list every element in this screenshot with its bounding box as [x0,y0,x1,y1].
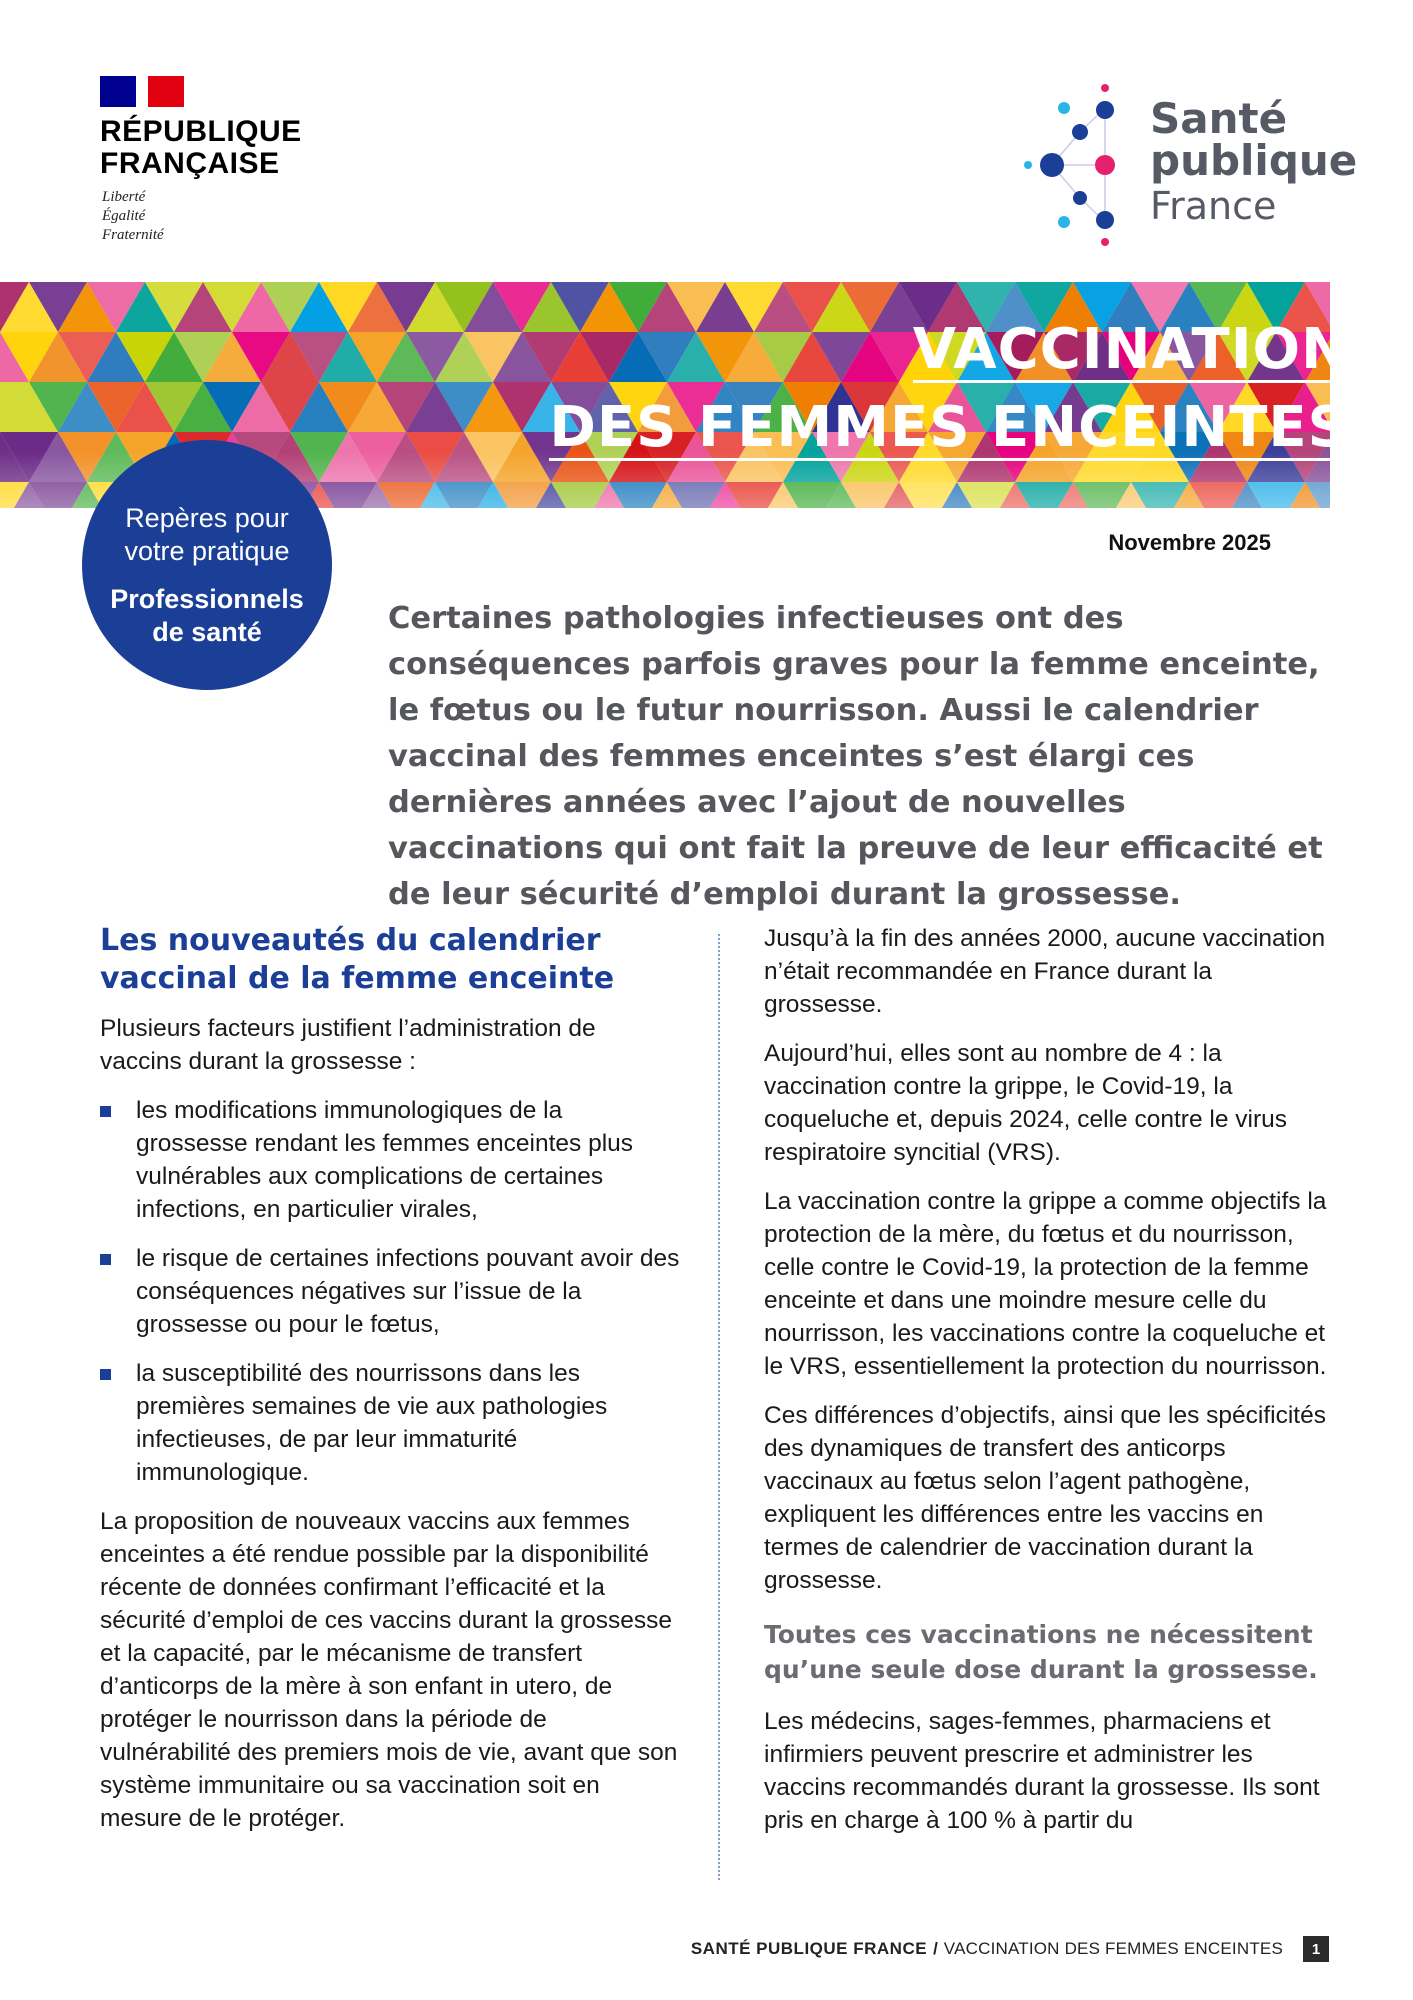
right-paragraph-4: Ces différences d’objectifs, ainsi que les spécificités des dynamiques de transfert des anticorps vaccinaux au fœtus selon l’agent pathogène, expliquent les différences entre les vaccins en termes de calendrier de vaccination durant la grossesse. [764,1402,1326,1594]
spf-molecule-icon [1020,80,1150,250]
publication-date: Novembre 2025 [1108,530,1271,555]
section-heading: Les nouveautés du calendrier vaccinal de la femme enceinte [100,923,615,996]
rf-motto [102,188,164,245]
square-bullet-icon [100,1369,111,1380]
right-paragraph-5: Les médecins, sages-femmes, pharmaciens et infirmiers peuvent prescrire et administrer les vaccins recommandés durant la grossesse. Ils sont pris en charge à 100 % à partir du [764,1708,1320,1834]
intro-paragraph: Certaines pathologies infectieuses ont des conséquences parfois graves pour la femme enceinte, le fœtus ou le futur nourrisson. Aussi le calendrier vaccinal des femmes enceintes s’est élargi ces dernières années avec l’ajout de nouvelles vaccinations qui ont fait la preuve de leur efficacité et de leur sécurité d’emploi durant la grossesse. [388,601,1323,912]
left-column [100,922,680,1851]
spf-line1: Santé [1150,94,1288,143]
badge-line2b: de santé [152,617,262,647]
spf-wordmark [1150,94,1358,230]
motto-egalite: Égalité [102,208,146,224]
badge-line1b: votre pratique [124,536,290,566]
square-bullet-icon [100,1106,111,1117]
badge-line1a: Repères pour [125,503,289,533]
list-item [100,1357,680,1489]
sante-publique-france-logo [1020,80,1358,250]
motto-fraternite: Fraternité [102,227,164,243]
footer-separator: / [933,1939,938,1958]
list-item [100,1094,680,1226]
column-divider [718,934,720,1880]
single-dose-highlight: Toutes ces vaccinations ne nécessitent qu’une seule dose durant la grossesse. [764,1620,1318,1684]
list-item-text: le risque de certaines infections pouvant avoir des conséquences négatives sur l’issue de la grossesse ou pour le fœtus, [136,1245,680,1338]
square-bullet-icon [100,1254,111,1265]
right-paragraph-2: Aujourd’hui, elles sont au nombre de 4 : la vaccination contre la grippe, le Covid-19, la coqueluche et, depuis 2024, celle contre le virus respiratoire syncitial (VRS). [764,1040,1287,1166]
motto-liberte: Liberté [102,189,146,205]
right-paragraph-3: La vaccination contre la grippe a comme objectifs la protection de la mère, du fœtus et du nourrisson, celle contre le Covid-19, la protection de la femme enceinte et dans une moindre mesure celle du nourrisson, les vaccinations contre la coqueluche et le VRS, essentiellement la protection du nourrisson. [764,1188,1327,1380]
badge-line2a: Professionnels [110,584,304,614]
rf-name-line2: FRANÇAISE [100,147,280,180]
footer-doc-title: VACCINATION DES FEMMES ENCEINTES [943,1939,1283,1958]
rf-name [100,116,302,180]
left-paragraph-1: Plusieurs facteurs justifient l’administration de vaccins durant la grossesse : [100,1015,596,1075]
footer-brand: SANTÉ PUBLIQUE FRANCE [690,1939,928,1958]
left-paragraph-2: La proposition de nouveaux vaccins aux femmes enceintes a été rendue possible par la disponibilité récente de données confirmant l’efficacité et la sécurité d’emploi de ces vaccins durant la grossesse et la capacité, par le mécanisme de transfert d’anticorps de la mère à son enfant in utero, de protéger le nourrisson dans la période de vulnérabilité des premiers mois de vie, avant que son système immunitaire ou sa vaccination soit en mesure de le protéger. [100,1508,678,1832]
factor-list [100,1094,680,1489]
list-item [100,1242,680,1341]
republique-francaise-logo [100,76,340,256]
page-number: 1 [1303,1936,1329,1962]
badge-reperes [82,502,332,568]
title-line-2: DES FEMMES ENCEINTES [549,395,1349,460]
marianne-flag-icon [100,76,184,107]
audience-badge [82,440,332,690]
title-line-1: VACCINATION [912,317,1349,382]
right-column [764,922,1330,1853]
right-paragraph-1: Jusqu’à la fin des années 2000, aucune vaccination n’était recommandée en France durant la grossesse. [764,925,1326,1018]
list-item-text: la susceptibilité des nourrissons dans les premières semaines de vie aux pathologies infectieuses, de par leur immaturité immunologique. [136,1360,608,1486]
page-footer [691,1936,1329,1962]
rf-name-line1: RÉPUBLIQUE [100,115,302,148]
list-item-text: les modifications immunologiques de la grossesse rendant les femmes enceintes plus vulnérables aux complications de certaines infections, en particulier virales, [136,1097,634,1223]
badge-audience [82,583,332,649]
spf-line2: publique [1150,136,1358,185]
spf-line3: France [1150,184,1277,228]
